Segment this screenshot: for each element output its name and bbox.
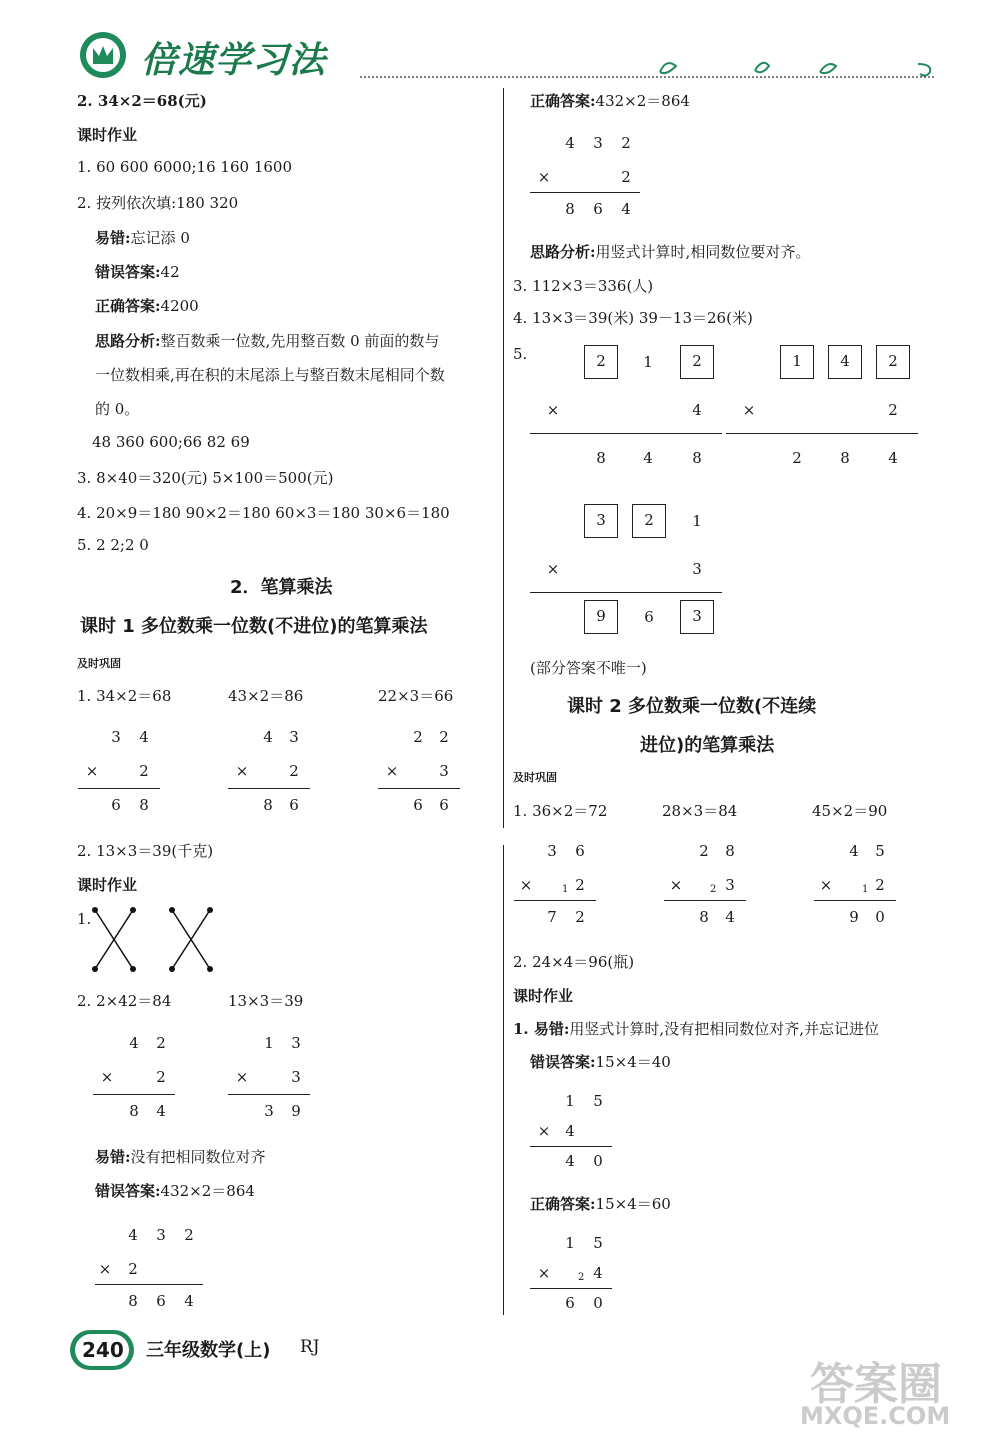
calc-rule bbox=[228, 788, 310, 789]
digit: 6 bbox=[111, 796, 121, 814]
label: 思路分析: bbox=[530, 243, 596, 261]
error-line bbox=[95, 227, 190, 248]
column-divider bbox=[503, 88, 504, 828]
section-heading: 课时作业 bbox=[513, 987, 574, 1005]
header-decoration bbox=[0, 0, 1000, 100]
lesson-title: 课时 2 多位数乘一位数(不连续 bbox=[567, 696, 817, 717]
times-sign: × bbox=[235, 1068, 249, 1086]
answer-line: 2. 13×3＝39(千克) bbox=[77, 842, 214, 860]
value: 432×2＝864 bbox=[160, 1182, 255, 1200]
calc-rule bbox=[530, 433, 722, 434]
label: 1. 易错: bbox=[513, 1020, 570, 1038]
value: 4200 bbox=[160, 297, 199, 315]
answer-line: 48 360 600;66 82 69 bbox=[92, 433, 250, 451]
digit: 8 bbox=[565, 200, 575, 218]
lesson-title: 课时 1 多位数乘一位数(不进位)的笔算乘法 bbox=[80, 616, 428, 637]
page-number-badge bbox=[70, 1330, 134, 1370]
times-sign: × bbox=[742, 401, 756, 419]
digit: 3 bbox=[291, 1068, 301, 1086]
digit: 6 bbox=[289, 796, 299, 814]
digit: 5 bbox=[875, 842, 885, 860]
times-sign: × bbox=[546, 560, 560, 578]
value: 42 bbox=[160, 263, 180, 281]
label: 正确答案: bbox=[530, 1195, 596, 1213]
vertical-calc bbox=[530, 130, 640, 226]
digit: 2 bbox=[128, 1260, 138, 1278]
digit: 3 bbox=[439, 762, 449, 780]
vertical-calc bbox=[95, 1222, 205, 1318]
digit: 2 bbox=[792, 449, 802, 467]
digit: 2 bbox=[184, 1226, 194, 1244]
answer-line: 4. 13×3＝39(米) 39－13＝26(米) bbox=[513, 309, 753, 327]
small-heading: 及时巩固 bbox=[513, 771, 557, 784]
value: 整百数乘一位数,先用整百数 0 前面的数与 bbox=[160, 332, 440, 350]
right-answer-line bbox=[530, 90, 690, 111]
calc-rule bbox=[514, 900, 596, 901]
digit: 8 bbox=[263, 796, 273, 814]
times-sign: × bbox=[669, 876, 683, 894]
digit: 2 bbox=[875, 876, 885, 894]
vertical-calc bbox=[378, 724, 460, 820]
digit: 4 bbox=[888, 449, 898, 467]
digit: 8 bbox=[699, 908, 709, 926]
label: 错误答案: bbox=[95, 263, 161, 281]
answer-line: 2. 34×2＝68(元) bbox=[77, 92, 207, 110]
calc-rule bbox=[93, 1094, 175, 1095]
small-heading: 及时巩固 bbox=[77, 657, 121, 670]
box-calc bbox=[530, 345, 722, 475]
value: 用竖式计算时,相同数位要对齐。 bbox=[595, 243, 811, 261]
right-answer-line bbox=[95, 295, 199, 316]
calc-rule bbox=[726, 433, 918, 434]
section-heading: 课时作业 bbox=[77, 876, 138, 894]
answer-line: 28×3＝84 bbox=[662, 802, 738, 820]
answer-line: 3. 112×3＝336(人) bbox=[513, 277, 654, 295]
digit: 4 bbox=[184, 1292, 194, 1310]
digit: 2 bbox=[699, 842, 709, 860]
answer-box: 3 bbox=[584, 504, 618, 538]
calc-rule bbox=[530, 192, 640, 193]
vertical-calc bbox=[814, 838, 896, 934]
digit: 8 bbox=[840, 449, 850, 467]
label: 错误答案: bbox=[95, 1182, 161, 1200]
digit: 8 bbox=[129, 1102, 139, 1120]
brand-title: 倍速学习法 bbox=[141, 40, 327, 81]
digit: 4 bbox=[725, 908, 735, 926]
error-line bbox=[513, 1018, 879, 1039]
digit: 6 bbox=[439, 796, 449, 814]
times-sign: × bbox=[537, 1264, 551, 1282]
digit: 3 bbox=[264, 1102, 274, 1120]
watermark-url: MXQE.COM bbox=[800, 1402, 951, 1430]
digit: 3 bbox=[289, 728, 299, 746]
note-line: (部分答案不唯一) bbox=[530, 659, 647, 677]
answer-line: 2. 按列依次填:180 320 bbox=[77, 194, 239, 212]
digit: 8 bbox=[128, 1292, 138, 1310]
answer-box: 2 bbox=[584, 345, 618, 379]
box-calc bbox=[530, 504, 722, 638]
answer-line: 1. 34×2＝68 bbox=[77, 687, 172, 705]
digit: 0 bbox=[875, 908, 885, 926]
digit: 3 bbox=[725, 876, 735, 894]
value: 15×4＝40 bbox=[595, 1053, 671, 1071]
answer-line: 1. 60 600 6000;16 160 1600 bbox=[77, 158, 292, 176]
carry-digit: 2 bbox=[710, 884, 717, 895]
wrong-answer-line bbox=[95, 261, 180, 282]
digit: 8 bbox=[139, 796, 149, 814]
digit: 2 bbox=[621, 168, 631, 186]
carry-digit: 1 bbox=[862, 884, 869, 895]
times-sign: × bbox=[519, 876, 533, 894]
digit: 1 bbox=[643, 353, 653, 371]
section-heading: 课时作业 bbox=[77, 126, 138, 144]
calc-rule bbox=[530, 1288, 612, 1289]
digit: 3 bbox=[593, 134, 603, 152]
vertical-calc bbox=[228, 724, 310, 820]
label: 易错: bbox=[95, 229, 131, 247]
answer-box: 1 bbox=[780, 345, 814, 379]
digit: 6 bbox=[565, 1294, 575, 1312]
digit: 2 bbox=[289, 762, 299, 780]
calc-rule bbox=[814, 900, 896, 901]
calc-rule bbox=[78, 788, 160, 789]
digit: 2 bbox=[621, 134, 631, 152]
analysis-line: 的 0。 bbox=[95, 400, 140, 418]
digit: 1 bbox=[565, 1234, 575, 1252]
answer-box: 4 bbox=[828, 345, 862, 379]
digit: 2 bbox=[888, 401, 898, 419]
answer-box: 2 bbox=[632, 504, 666, 538]
digit: 4 bbox=[692, 401, 702, 419]
digit: 3 bbox=[291, 1034, 301, 1052]
matching-lines-diagram bbox=[88, 905, 228, 975]
vertical-calc bbox=[93, 1030, 178, 1126]
digit: 2 bbox=[439, 728, 449, 746]
answer-line: 4. 20×9＝180 90×2＝180 60×3＝180 30×6＝180 bbox=[77, 504, 450, 522]
column-divider-lower bbox=[503, 845, 504, 1315]
wrong-answer-line bbox=[530, 1051, 671, 1072]
vertical-calc bbox=[530, 1090, 614, 1180]
digit: 9 bbox=[291, 1102, 301, 1120]
digit: 7 bbox=[547, 908, 557, 926]
value: 用竖式计算时,没有把相同数位对齐,并忘记进位 bbox=[569, 1020, 879, 1038]
value: 忘记添 0 bbox=[130, 229, 190, 247]
digit: 4 bbox=[643, 449, 653, 467]
times-sign: × bbox=[537, 168, 551, 186]
answer-line: 1. 36×2＝72 bbox=[513, 802, 608, 820]
vertical-calc bbox=[530, 1232, 614, 1322]
answer-line: 13×3＝39 bbox=[228, 992, 304, 1010]
page-number: 240 bbox=[82, 1338, 124, 1362]
times-sign: × bbox=[546, 401, 560, 419]
times-sign: × bbox=[385, 762, 399, 780]
vertical-calc bbox=[664, 838, 746, 934]
right-answer-line bbox=[530, 1193, 671, 1214]
digit: 4 bbox=[565, 134, 575, 152]
answer-box: 9 bbox=[584, 600, 618, 634]
carry-digit: 2 bbox=[578, 1272, 585, 1283]
error-line bbox=[95, 1146, 266, 1167]
digit: 0 bbox=[593, 1294, 603, 1312]
digit: 4 bbox=[156, 1102, 166, 1120]
times-sign: × bbox=[85, 762, 99, 780]
watermark bbox=[790, 1348, 995, 1433]
answer-line: 1. bbox=[77, 910, 92, 928]
calc-rule bbox=[530, 592, 722, 593]
label: 错误答案: bbox=[530, 1053, 596, 1071]
digit: 3 bbox=[692, 560, 702, 578]
digit: 4 bbox=[565, 1152, 575, 1170]
vertical-calc bbox=[78, 724, 160, 820]
digit: 8 bbox=[596, 449, 606, 467]
digit: 0 bbox=[593, 1152, 603, 1170]
analysis-line bbox=[530, 241, 810, 262]
digit: 2 bbox=[156, 1068, 166, 1086]
box-calc bbox=[726, 345, 918, 475]
digit: 2 bbox=[156, 1034, 166, 1052]
answer-line: 2. 24×4＝96(瓶) bbox=[513, 953, 635, 971]
digit: 1 bbox=[692, 512, 702, 530]
digit: 4 bbox=[128, 1226, 138, 1244]
book-title: 三年级数学(上) bbox=[146, 1340, 271, 1361]
calc-rule bbox=[228, 1094, 310, 1095]
digit: 3 bbox=[547, 842, 557, 860]
answer-line: 5. bbox=[513, 345, 528, 363]
answer-box: 2 bbox=[680, 345, 714, 379]
calc-rule bbox=[530, 1146, 612, 1147]
answer-box: 3 bbox=[680, 600, 714, 634]
digit: 1 bbox=[565, 1092, 575, 1110]
digit: 3 bbox=[111, 728, 121, 746]
digit: 2 bbox=[575, 876, 585, 894]
digit: 6 bbox=[413, 796, 423, 814]
digit: 4 bbox=[565, 1122, 575, 1140]
digit: 8 bbox=[692, 449, 702, 467]
answer-line: 45×2＝90 bbox=[812, 802, 888, 820]
vertical-calc bbox=[228, 1030, 313, 1126]
analysis-line bbox=[95, 330, 439, 351]
digit: 4 bbox=[849, 842, 859, 860]
answer-line: 43×2＝86 bbox=[228, 687, 304, 705]
label: 易错: bbox=[95, 1148, 131, 1166]
digit: 8 bbox=[725, 842, 735, 860]
answer-line: 2. 2×42＝84 bbox=[77, 992, 172, 1010]
times-sign: × bbox=[98, 1260, 112, 1278]
times-sign: × bbox=[819, 876, 833, 894]
label: 正确答案: bbox=[530, 92, 596, 110]
section-title: 2．笔算乘法 bbox=[230, 577, 333, 598]
calc-rule bbox=[95, 1284, 203, 1285]
vertical-calc bbox=[514, 838, 596, 934]
digit: 6 bbox=[575, 842, 585, 860]
value: 15×4＝60 bbox=[595, 1195, 671, 1213]
value: 432×2＝864 bbox=[595, 92, 690, 110]
digit: 2 bbox=[575, 908, 585, 926]
digit: 4 bbox=[621, 200, 631, 218]
digit: 4 bbox=[263, 728, 273, 746]
answer-box: 2 bbox=[876, 345, 910, 379]
digit: 5 bbox=[593, 1092, 603, 1110]
digit: 5 bbox=[593, 1234, 603, 1252]
answer-line: 5. 2 2;2 0 bbox=[77, 536, 149, 554]
digit: 6 bbox=[644, 608, 654, 626]
value: 没有把相同数位对齐 bbox=[130, 1148, 266, 1166]
digit: 4 bbox=[593, 1264, 603, 1282]
answer-line: 22×3＝66 bbox=[378, 687, 454, 705]
digit: 4 bbox=[129, 1034, 139, 1052]
watermark-text: 答案圈 bbox=[810, 1359, 942, 1410]
analysis-line: 一位数相乘,再在积的末尾添上与整百数末尾相同个数 bbox=[95, 366, 445, 384]
edition: RJ bbox=[300, 1337, 320, 1357]
digit: 1 bbox=[264, 1034, 274, 1052]
digit: 6 bbox=[156, 1292, 166, 1310]
carry-digit: 1 bbox=[562, 884, 569, 895]
calc-rule bbox=[378, 788, 460, 789]
label: 思路分析: bbox=[95, 332, 161, 350]
digit: 2 bbox=[139, 762, 149, 780]
digit: 9 bbox=[849, 908, 859, 926]
times-sign: × bbox=[235, 762, 249, 780]
calc-rule bbox=[664, 900, 746, 901]
digit: 6 bbox=[593, 200, 603, 218]
times-sign: × bbox=[100, 1068, 114, 1086]
digit: 2 bbox=[413, 728, 423, 746]
lesson-title: 进位)的笔算乘法 bbox=[640, 735, 775, 756]
label: 正确答案: bbox=[95, 297, 161, 315]
answer-line: 3. 8×40＝320(元) 5×100＝500(元) bbox=[77, 469, 334, 487]
digit: 4 bbox=[139, 728, 149, 746]
wrong-answer-line bbox=[95, 1180, 255, 1201]
digit: 3 bbox=[156, 1226, 166, 1244]
times-sign: × bbox=[537, 1122, 551, 1140]
